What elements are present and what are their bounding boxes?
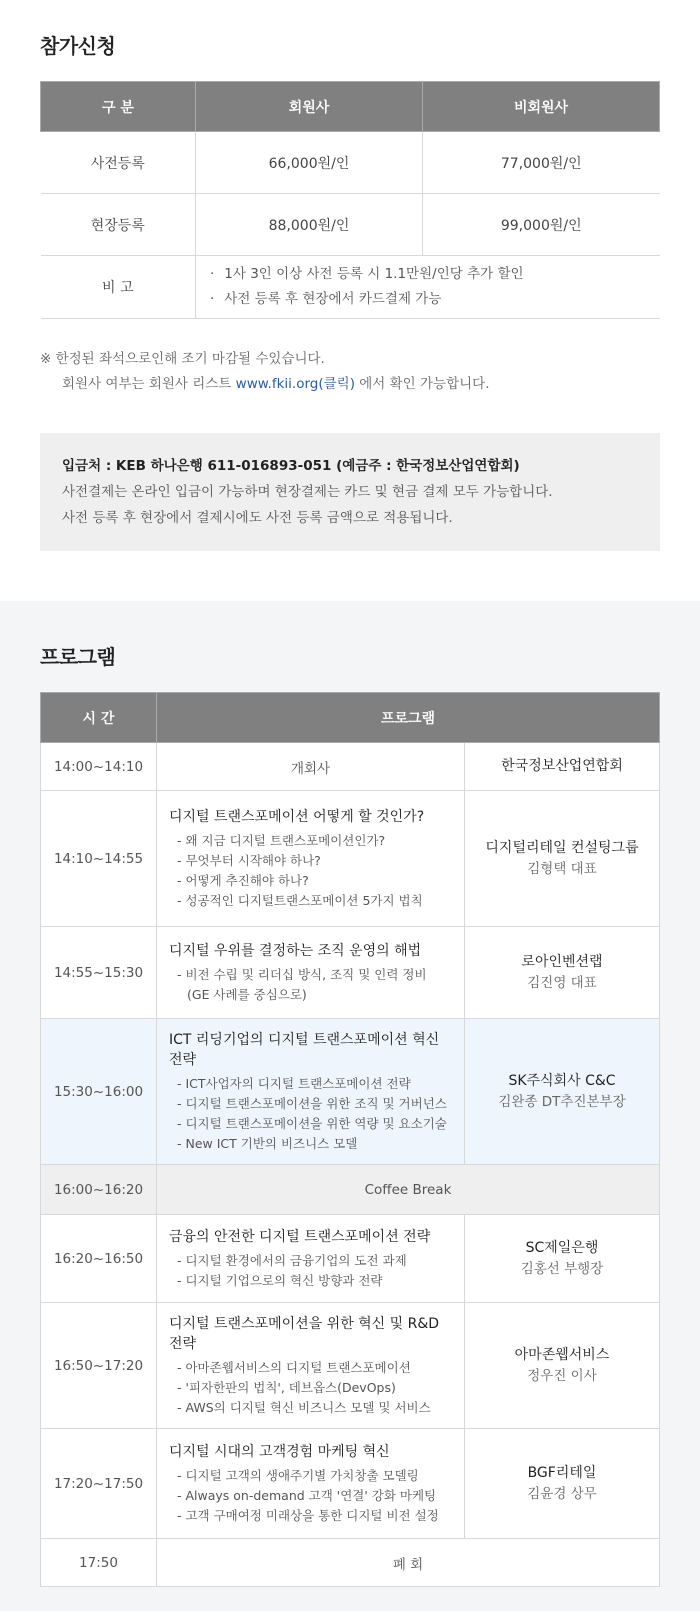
speaker-org: 아마존웹서비스 [514,1346,610,1363]
table-row [41,791,660,927]
session-item: - 고객 구매여정 미래상을 통한 디지털 비전 설정 [177,1508,439,1523]
header-time: 시 간 [41,693,157,743]
session-item: - 성공적인 디지털트랜스포메이션 5가지 법칙 [177,893,423,908]
member-price: 88,000원/인 [196,194,423,256]
table-row [41,1019,660,1165]
session-title: 폐 회 [157,1539,660,1587]
session-item: - 아마존웹서비스의 디지털 트랜스포메이션 [177,1360,411,1375]
session-title: 디지털 트랜스포메이션을 위한 혁신 및 R&D 전략 [169,1316,440,1352]
table-row [41,1303,660,1429]
session-item: - 디지털 트랜스포메이션을 위한 조직 및 거버넌스 [177,1096,447,1111]
session-title: ICT 리딩기업의 디지털 트랜스포메이션 혁신 전략 [169,1032,440,1068]
session-item: (GE 사례를 중심으로) [187,987,307,1002]
session-item: - New ICT 기반의 비즈니스 모델 [177,1136,358,1151]
bank-info-box [40,433,660,551]
session-time: 14:00~14:10 [41,743,157,791]
header-nonmember: 비회원사 [423,82,660,132]
session-time: 17:20~17:50 [41,1429,157,1539]
session-time: 16:20~16:50 [41,1215,157,1303]
speaker-org: 한국정보산업연합회 [501,758,623,774]
session-program [157,1019,465,1165]
nonmember-price: 77,000원/인 [423,132,660,194]
speaker-cell [465,1429,660,1539]
registration-section [0,0,700,601]
speaker-org: 로아인벤션랩 [521,953,603,970]
speaker-org: BGF리테일 [527,1464,597,1481]
session-program [157,1215,465,1303]
session-item: - AWS의 디지털 혁신 비즈니스 모델 및 서비스 [177,1400,431,1415]
session-program [157,1303,465,1429]
table-row [41,132,660,194]
session-time: 16:50~17:20 [41,1303,157,1429]
speaker-name: 김윤경 상무 [527,1485,597,1502]
bank-account: 입금처 : KEB 하나은행 611-016893-051 (예금주 : 한국정보산업연합회) [62,458,520,474]
session-time: 17:50 [41,1539,157,1587]
speaker-org: 디지털리테일 컨설팅그룹 [485,839,639,856]
session-time: 16:00~16:20 [41,1165,157,1215]
session-title: 디지털 우위를 결정하는 조직 운영의 해법 [169,943,422,959]
row-label: 현장등록 [41,194,196,256]
bank-line: 사전 등록 후 현장에서 결제시에도 사전 등록 금액으로 적용됩니다. [62,510,453,526]
speaker-name: 김완종 DT추진본부장 [498,1093,626,1110]
speaker-cell [465,1215,660,1303]
session-title: 디지털 트랜스포메이션 어떻게 할 것인가? [169,809,425,825]
program-header-row [41,693,660,743]
notice-text: 회원사 여부는 회원사 리스트 [62,376,236,392]
notice [40,347,660,397]
notice-line [40,372,660,397]
speaker-org: SK주식회사 C&C [508,1072,616,1089]
member-price: 66,000원/인 [196,132,423,194]
speaker-org: SC제일은행 [525,1239,599,1256]
table-row [41,256,660,319]
speaker-name: 정우진 이사 [527,1367,597,1384]
session-time: 14:10~14:55 [41,791,157,927]
program-table [40,692,660,1587]
session-time: 15:30~16:00 [41,1019,157,1165]
speaker-cell [465,743,660,791]
session-title: 금융의 안전한 디지털 트랜스포메이션 전략 [169,1229,431,1245]
session-item: - 어떻게 추진해야 하나? [177,873,309,888]
speaker-name: 김홍선 부행장 [520,1260,604,1277]
header-program: 프로그램 [157,693,660,743]
session-time: 14:55~15:30 [41,927,157,1019]
speaker-cell [465,791,660,927]
session-item: - 무엇부터 시작해야 하나? [177,853,321,868]
session-title: 디지털 시대의 고객경험 마케팅 혁신 [169,1444,390,1460]
speaker-cell [465,1303,660,1429]
note-item: · 사전 등록 후 현장에서 카드결제 가능 [210,287,646,312]
notice-text: 에서 확인 가능합니다. [354,376,490,392]
speaker-cell [465,927,660,1019]
table-row [41,194,660,256]
session-title: 개회사 [157,743,465,791]
session-item: - 디지털 기업으로의 혁신 방향과 전략 [177,1273,383,1288]
speaker-name: 김형택 대표 [527,860,597,877]
table-row [41,1429,660,1539]
session-title: Coffee Break [157,1165,660,1215]
header-category: 구 분 [41,82,196,132]
speaker-name: 김진영 대표 [527,974,597,991]
header-member: 회원사 [196,82,423,132]
registration-header-row [41,82,660,132]
table-row [41,927,660,1019]
table-row [41,1215,660,1303]
table-row [41,743,660,791]
notes-cell [196,256,660,319]
session-program [157,927,465,1019]
table-row [41,1165,660,1215]
session-item: - 디지털 트랜스포메이션을 위한 역량 및 요소기술 [177,1116,447,1131]
nonmember-price: 99,000원/인 [423,194,660,256]
session-item: - 왜 지금 디지털 트랜스포메이션인가? [177,833,386,848]
session-item: - 비전 수립 및 리더십 방식, 조직 및 인력 정비 [177,967,427,982]
session-item: - ICT사업자의 디지털 트랜스포메이션 전략 [177,1076,411,1091]
session-item: - Always on-demand 고객 '연결' 강화 마케팅 [177,1488,437,1503]
notice-line: ※ 한정된 좌석으로인해 조기 마감될 수있습니다. [40,351,325,367]
table-row [41,1539,660,1587]
bank-line: 사전결제는 온라인 입금이 가능하며 현장결제는 카드 및 현금 결제 모두 가능합니다. [62,484,553,500]
session-item: - 디지털 고객의 생애주기별 가치창출 모델링 [177,1468,419,1483]
program-title: 프로그램 [40,645,116,669]
member-list-link[interactable]: www.fkii.org(클릭) [235,376,355,392]
registration-title: 참가신청 [40,34,116,58]
session-item: - '피자한판의 법칙', 데브옵스(DevOps) [177,1380,396,1395]
speaker-cell [465,1019,660,1165]
row-label: 사전등록 [41,132,196,194]
program-section [0,601,700,1611]
session-item: - 디지털 환경에서의 금융기업의 도전 과제 [177,1253,407,1268]
note-item: · 1사 3인 이상 사전 등록 시 1.1만원/인당 추가 할인 [210,262,646,287]
session-program [157,791,465,927]
row-label: 비 고 [41,256,196,319]
registration-table [40,81,660,319]
session-program [157,1429,465,1539]
